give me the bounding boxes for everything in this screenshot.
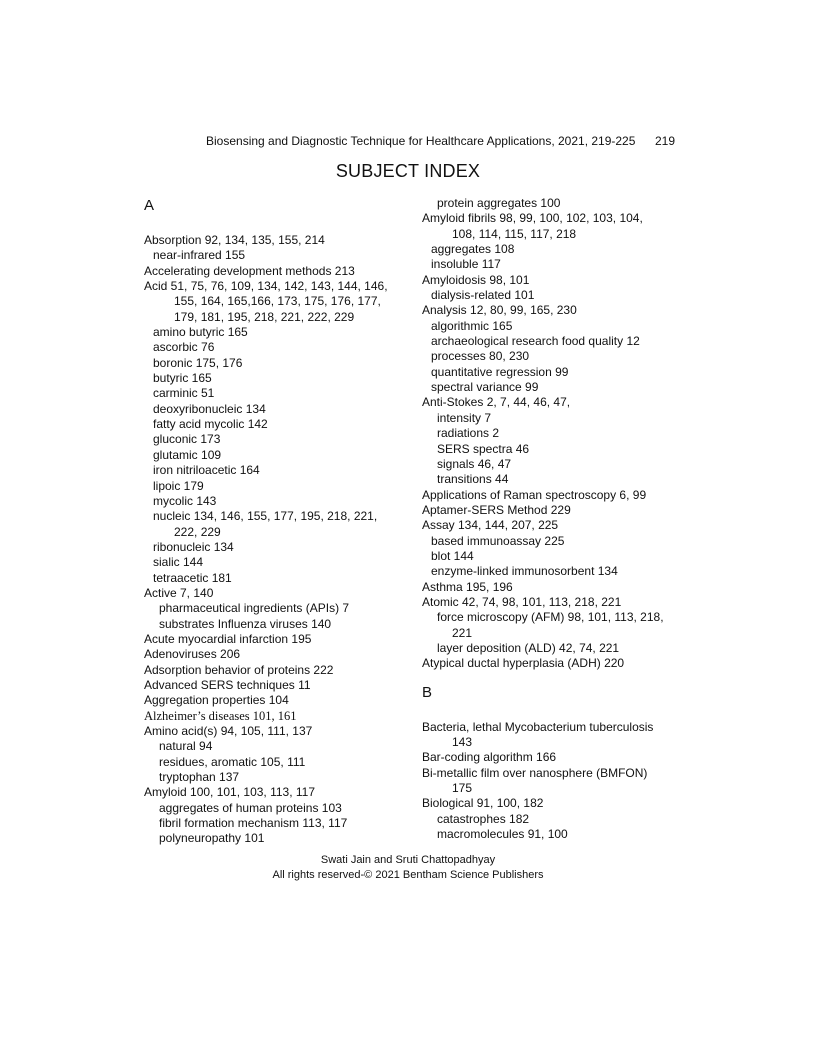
index-subentry: deoxyribonucleic 134 [153,401,266,416]
index-subentry: pharmaceutical ingredients (APIs) 7 [159,601,350,616]
index-subentry: substrates Influenza viruses 140 [159,616,332,631]
index-entry: Adsorption behavior of proteins 222 [144,662,334,677]
footer-copyright: All rights reserved-© 2021 Bentham Science Publishers [272,869,544,881]
index-entry: Biological 91, 100, 182 [422,796,544,811]
index-subentry: archaeological research food quality 12 [431,334,640,349]
index-subentry: enzyme-linked immunosorbent 134 [431,564,618,579]
index-column-left [144,196,444,847]
index-entry: Amino acid(s) 94, 105, 111, 137 [144,724,313,738]
index-subentry: force microscopy (AFM) 98, 101, 113, 218, [437,610,664,625]
page-title: SUBJECT INDEX [335,161,481,181]
index-subentry: gluconic 173 [153,432,221,447]
index-subentry: sialic 144 [153,555,204,570]
index-entry: Accelerating development methods 213 [144,263,355,278]
index-entry: Amyloid fibrils 98, 99, 100, 102, 103, 104, [422,211,643,226]
index-entry: Absorption 92, 134, 135, 155, 214 [144,233,325,247]
index-subentry: quantitative regression 99 [431,364,569,379]
index-subentry: macromolecules 91, 100 [437,827,568,842]
index-subentry: nucleic 134, 146, 155, 177, 195, 218, 221, [153,509,378,524]
index-subentry: polyneuropathy 101 [159,831,265,846]
index-entry: Applications of Raman spectroscopy 6, 99 [422,487,647,502]
index-subentry: glutamic 109 [153,447,222,462]
index-subentry: based immunoassay 225 [431,533,565,548]
index-entry: Amyloid 100, 101, 103, 113, 117 [144,785,316,800]
index-entry: Bi-metallic film over nanosphere (BMFON) [422,765,648,780]
index-entry: Active 7, 140 [144,585,214,600]
index-subentry: dialysis-related 101 [431,288,535,303]
index-subentry: natural 94 [159,739,213,754]
index-subentry: tetraacetic 181 [153,570,232,585]
index-subentry: fibril formation mechanism 113, 117 [159,816,348,831]
index-subentry: 175 [452,781,473,796]
index-subentry: mycolic 143 [153,493,217,508]
index-column-right [422,196,722,842]
index-subentry: 155, 164, 165,166, 173, 175, 176, 177, [174,294,381,309]
index-subentry: 143 [452,735,473,749]
index-entry: Bar-coding algorithm 166 [422,750,557,765]
index-subentry: algorithmic 165 [431,318,513,333]
index-subentry: amino butyric 165 [153,325,248,340]
index-subentry: butyric 165 [153,371,212,386]
index-subentry: blot 144 [431,548,474,563]
index-section-letter: B [422,683,433,701]
index-subentry: 221 [452,625,473,640]
index-entry: Atomic 42, 74, 98, 101, 113, 218, 221 [422,594,622,609]
page-number: 219 [655,134,676,148]
index-entry: Analysis 12, 80, 99, 165, 230 [422,303,577,318]
index-section-letter: A [144,197,155,214]
index-subentry: SERS spectra 46 [437,441,530,456]
index-entry: Bacteria, lethal Mycobacterium tuberculosis [422,719,654,734]
index-entry: Amyloidosis 98, 101 [422,272,530,287]
index-entry: Aggregation properties 104 [144,693,289,708]
page-footer [0,853,816,883]
index-subentry: boronic 175, 176 [153,355,243,370]
index-subentry: tryptophan 137 [159,770,240,785]
index-subentry: protein aggregates 100 [437,196,561,210]
index-subentry: radiations 2 [437,426,500,441]
index-entry: Acute myocardial infarction 195 [144,631,312,646]
index-subentry: aggregates 108 [431,242,515,257]
index-subentry: 222, 229 [174,524,221,539]
index-entry: Aptamer-SERS Method 229 [422,502,571,517]
index-subentry: iron nitriloacetic 164 [153,463,260,478]
index-subentry: intensity 7 [437,410,492,425]
index-entry: Atypical ductal hyperplasia (ADH) 220 [422,656,625,671]
index-subentry: residues, aromatic 105, 111 [159,754,306,769]
index-subentry: signals 46, 47 [437,456,512,471]
index-subentry: ribonucleic 134 [153,539,234,554]
index-subentry: layer deposition (ALD) 42, 74, 221 [437,640,620,655]
index-subentry: fatty acid mycolic 142 [153,417,268,432]
running-title: Biosensing and Diagnostic Technique for Healthcare Applications, 2021, 219-225 [206,134,636,148]
index-subentry: processes 80, 230 [431,349,530,364]
index-subentry: catastrophes 182 [437,811,530,826]
index-subentry: 179, 181, 195, 218, 221, 222, 229 [174,309,355,324]
index-subentry: lipoic 179 [153,478,204,493]
running-header [0,133,816,149]
index-subentry: 108, 114, 115, 117, 218 [452,226,577,241]
index-subentry: aggregates of human proteins 103 [159,800,342,815]
index-subentry: insoluble 117 [431,257,501,272]
index-entry: Assay 134, 144, 207, 225 [422,518,559,533]
index-entry: Anti-Stokes 2, 7, 44, 46, 47, [422,395,571,410]
index-entry: Acid 51, 75, 76, 109, 134, 142, 143, 144, 146, [144,279,388,294]
index-entry: Advanced SERS techniques 11 [144,677,311,692]
index-subentry: carminic 51 [153,386,215,401]
index-subentry: ascorbic 76 [153,340,215,355]
index-entry: Alzheimer’s diseases 101, 161 [144,708,297,723]
index-subentry: transitions 44 [437,472,509,487]
index-entry: Asthma 195, 196 [422,579,513,594]
footer-authors: Swati Jain and Sruti Chattopadhyay [320,854,496,866]
index-entry: Adenoviruses 206 [144,647,241,662]
index-subentry: near-infrared 155 [153,248,246,263]
index-subentry: spectral variance 99 [431,380,539,395]
